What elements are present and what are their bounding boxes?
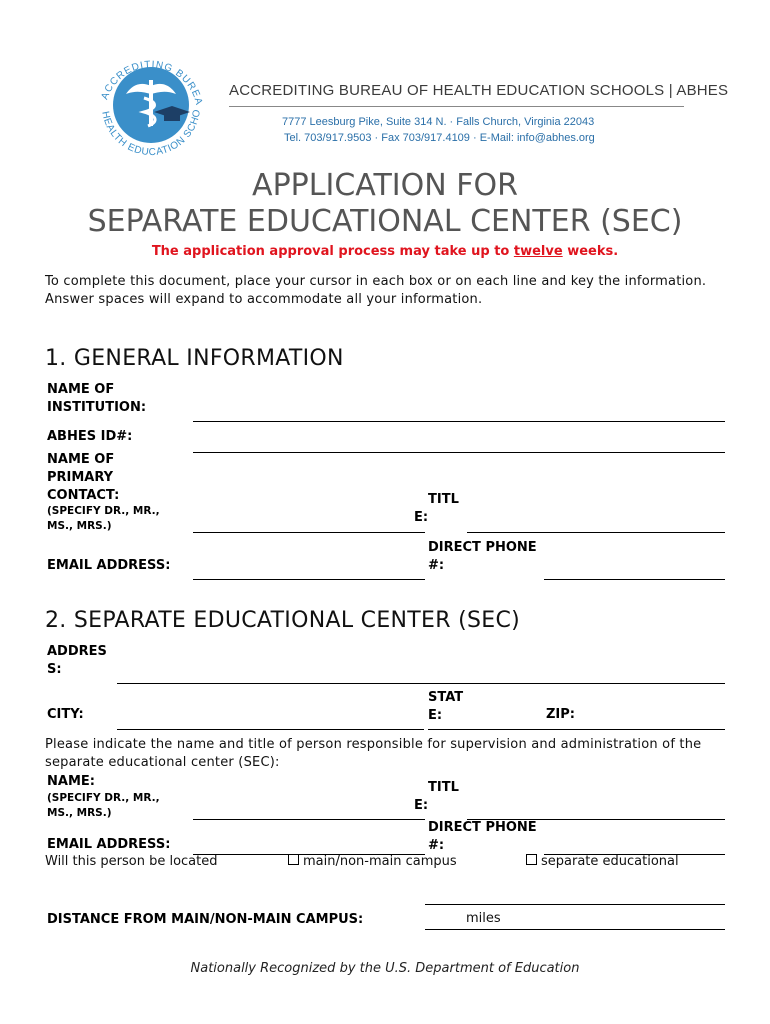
page-title bbox=[0, 168, 770, 240]
label-distance: DISTANCE FROM MAIN/NON-MAIN CAMPUS: bbox=[47, 912, 364, 927]
label-abhes-id: ABHES ID#: bbox=[47, 429, 133, 444]
label-city: CITY: bbox=[47, 707, 84, 722]
distance-field[interactable] bbox=[425, 929, 725, 930]
title2-label-part-1: TITL bbox=[428, 780, 459, 795]
main-campus-option-label: main/non-main campus bbox=[303, 854, 457, 869]
contact-phone-field[interactable] bbox=[544, 579, 725, 580]
section-2-heading: 2. SEPARATE EDUCATIONAL CENTER (SEC) bbox=[45, 608, 521, 633]
sec-option-label: separate educational bbox=[541, 854, 679, 869]
contact-title-field[interactable] bbox=[467, 532, 725, 533]
org-address: 7777 Leesburg Pike, Suite 314 N. · Falls Church, Virginia 22043 bbox=[282, 116, 595, 128]
label-name: NAME: bbox=[47, 774, 95, 789]
notice-before: The application approval process may take up to bbox=[151, 244, 514, 259]
institution-name-field[interactable] bbox=[193, 421, 725, 422]
instructions-line-1: To complete this document, place your cursor in each box or on each line and key the information. bbox=[45, 274, 707, 289]
direct-phone2-label-part-2: #: bbox=[428, 838, 445, 853]
checkbox-icon[interactable] bbox=[526, 854, 537, 865]
direct-phone-label-part-2: #: bbox=[428, 558, 445, 573]
direct-phone2-label-part-1: DIRECT PHONE bbox=[428, 820, 537, 835]
label-direct-phone-1 bbox=[428, 539, 537, 575]
title-line-2: SEPARATE EDUCATIONAL CENTER (SEC) bbox=[87, 204, 683, 239]
title-label-part-1: TITL bbox=[428, 492, 459, 507]
state-label-part-1: STAT bbox=[428, 690, 464, 705]
address-label-part-1: ADDRES bbox=[47, 644, 107, 659]
svg-text:HEALTH EDUCATION SCHOOLS: HEALTH EDUCATION SCHO bbox=[99, 108, 204, 159]
section-1-heading: 1. GENERAL INFORMATION bbox=[45, 346, 344, 371]
checkbox-icon[interactable] bbox=[288, 854, 299, 865]
main-campus-option[interactable] bbox=[288, 853, 457, 871]
responsible-text-line-2: separate educational center (SEC): bbox=[45, 755, 280, 770]
sec-address-field[interactable] bbox=[117, 683, 725, 684]
label-direct-phone-2 bbox=[428, 819, 537, 855]
sec-state-zip-field[interactable] bbox=[428, 729, 725, 730]
notice-after: weeks. bbox=[562, 244, 619, 259]
label-specify-1: (SPECIFY DR., MR., MS., MRS.) bbox=[47, 505, 160, 532]
svg-text:ACCREDITING BUREAU OF: ACCREDITING BUREA bbox=[99, 59, 205, 107]
direct-phone-label-part-1: DIRECT PHONE bbox=[428, 540, 537, 555]
abhes-logo bbox=[92, 42, 210, 164]
abhes-id-field[interactable] bbox=[193, 452, 725, 453]
responsible-name-field[interactable] bbox=[193, 819, 425, 820]
located-question-row bbox=[45, 853, 735, 873]
label-title-1 bbox=[414, 491, 459, 527]
sec-option[interactable] bbox=[526, 853, 679, 871]
org-name: ACCREDITING BUREAU OF HEALTH EDUCATION SCHOOLS | ABHES bbox=[229, 82, 729, 99]
responsible-text-line-1: Please indicate the name and title of person responsible for supervision and administration of the bbox=[45, 737, 702, 752]
label-zip: ZIP: bbox=[546, 707, 575, 722]
header-divider bbox=[229, 106, 684, 107]
org-contact: Tel. 703/917.9503 · Fax 703/917.4109 · E-Mail: info@abhes.org bbox=[284, 132, 595, 144]
located-question: Will this person be located bbox=[45, 854, 218, 869]
instructions-line-2: Answer spaces will expand to accommodate all your information. bbox=[45, 292, 483, 307]
label-address bbox=[47, 643, 107, 679]
primary-contact-field[interactable] bbox=[193, 532, 425, 533]
contact-email-field[interactable] bbox=[193, 579, 425, 580]
title2-label-part-2: E: bbox=[414, 798, 429, 813]
miles-unit: miles bbox=[466, 911, 501, 926]
notice-emphasis: twelve bbox=[513, 244, 563, 259]
responsible-person-text bbox=[45, 736, 701, 772]
address-label-part-2: S: bbox=[47, 662, 62, 677]
state-label-part-2: E: bbox=[428, 708, 443, 723]
label-name-of-institution: NAME OF INSTITUTION: bbox=[47, 382, 147, 415]
label-email-2: EMAIL ADDRESS: bbox=[47, 837, 171, 852]
title-label-part-2: E: bbox=[414, 510, 429, 525]
approval-notice bbox=[0, 244, 770, 259]
instructions bbox=[45, 273, 706, 309]
label-specify-2: (SPECIFY DR., MR., MS., MRS.) bbox=[47, 792, 160, 819]
label-state bbox=[428, 689, 463, 725]
label-title-2 bbox=[414, 779, 459, 815]
label-primary-contact: NAME OF PRIMARY CONTACT: bbox=[47, 452, 120, 503]
title-line-1: APPLICATION FOR bbox=[252, 168, 518, 203]
footer-recognition: Nationally Recognized by the U.S. Department of Education bbox=[190, 961, 580, 976]
label-email-1: EMAIL ADDRESS: bbox=[47, 558, 171, 573]
distance-field-top-line bbox=[425, 904, 725, 905]
sec-city-field[interactable] bbox=[117, 729, 424, 730]
